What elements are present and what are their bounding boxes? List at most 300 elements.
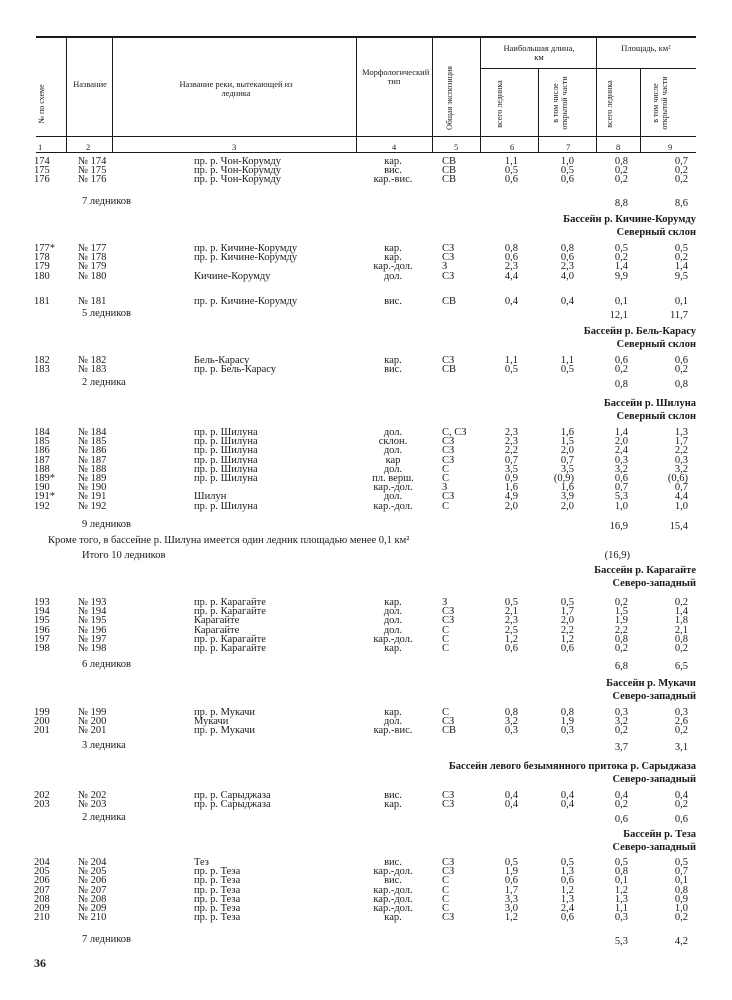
basin-slope: Северный склон [616,338,696,350]
cell-name: № 202 [78,790,107,801]
cell-number: 186 [34,445,50,457]
cell-type: дол. [383,615,403,627]
cell-area: 1,9 [614,615,628,627]
summary-label: 9 ледников [82,519,131,530]
cell-number: 192 [34,500,50,512]
cell-area: 2,0 [614,436,628,448]
cell-river: пр. р. Чон-Корумду [194,165,281,177]
cell-length: 1,1 [504,156,518,167]
table-row [0,643,732,654]
cell-length-open: 1,9 [560,716,574,728]
cell-length: 1,1 [504,355,518,366]
header-col-number: № по схеме [37,84,46,124]
cell-area: 0,2 [614,725,628,737]
cell-number: 200 [34,716,50,728]
cell-length-open: 1,0 [560,156,574,167]
cell-name: № 208 [78,893,107,905]
cell-area-open: 1,4 [674,261,688,273]
cell-name: № 176 [78,174,107,186]
header-col-area-total: всего ледника [605,80,614,128]
cell-type: дол. [383,491,403,503]
summary-label: 2 ледника [82,377,126,388]
column-number: 6 [510,142,515,152]
cell-area: 0,3 [614,912,628,924]
cell-river: пр. р. Сарыджаза [194,790,271,801]
header-col-area-open: в том числе открытой части [651,76,669,130]
basin-heading [449,761,696,786]
cell-area: 0,2 [614,364,628,376]
cell-area-open: 0,5 [674,243,688,254]
cell-exposure: СЗ [442,799,455,811]
column-number: 3 [232,142,237,152]
cell-river: пр. р. Теза [194,875,241,887]
cell-length-open: 0,6 [560,174,574,186]
cell-area-open: 0,7 [674,156,688,167]
cell-length-open: 2,4 [560,903,574,914]
cell-type: вис. [384,875,402,887]
summary-area-open: 0,6 [674,814,688,825]
cell-river: пр. р. Карагайте [194,606,266,618]
summary-area-open: 4,2 [674,936,688,947]
cell-name: № 197 [78,633,107,645]
table-row [0,174,732,185]
cell-type: кар. [384,597,402,608]
cell-exposure: З [442,597,448,608]
cell-area: 1,2 [614,884,628,896]
cell-area-open: 0,3 [674,707,688,718]
cell-river: пр. р. Теза [194,893,241,905]
cell-type: кар.-дол. [373,884,413,896]
table-row [0,799,732,810]
cell-area: 0,2 [614,252,628,264]
cell-type: кар. [384,243,402,254]
summary-area-open: 0,8 [674,379,688,390]
cell-type: кар. [384,912,402,924]
cell-length-open: 1,7 [560,606,574,618]
cell-river: пр. р. Мукачи [194,707,256,718]
cell-area-open: 1,3 [674,427,688,438]
cell-exposure: СЗ [442,243,455,254]
cell-length: 2,5 [504,624,518,636]
cell-length-open: 1,6 [560,482,574,494]
cell-length-open: 4,0 [560,270,574,282]
cell-length-open: 1,2 [560,884,574,896]
cell-number: 187 [34,454,50,466]
cell-type: дол. [383,624,403,636]
summary-area-open: 6,5 [674,661,688,672]
cell-name: № 174 [78,156,107,167]
column-number: 2 [86,142,91,152]
cell-length-open: 1,3 [560,866,574,878]
cell-river: пр. р. Шилуна [194,436,258,448]
column-number: 4 [392,142,397,152]
summary-area: 0,8 [614,379,628,390]
table-row [0,725,732,736]
cell-length: 4,9 [504,491,518,503]
cell-length-open: 0,4 [560,296,574,307]
basin-heading [563,214,696,239]
cell-exposure: С [442,473,450,484]
cell-length: 0,9 [504,473,518,484]
cell-area-open: 0,1 [674,875,688,887]
cell-length: 0,5 [504,597,518,608]
cell-area-open: 0,2 [674,725,688,737]
cell-exposure: СЗ [442,355,455,366]
cell-name: № 177 [78,243,107,254]
cell-number: 195 [34,615,50,627]
table-row [0,296,732,307]
cell-name: № 183 [78,364,107,376]
cell-area-open: 0,2 [674,252,688,264]
cell-type: вис. [384,857,402,868]
cell-area-open: 0,2 [674,799,688,811]
cell-type: кар.-дол. [373,903,413,914]
cell-length: 0,6 [504,174,518,186]
header-group-area: Площадь, км² [621,43,671,53]
cell-name: № 201 [78,725,107,737]
cell-river: пр. р. Теза [194,884,241,896]
cell-number: 177* [34,243,55,254]
cell-exposure: СЗ [442,716,455,728]
cell-type: дол. [383,445,403,457]
basin-slope: Северо-западный [612,690,696,702]
cell-length: 1,6 [504,482,518,494]
cell-name: № 200 [78,716,107,728]
cell-type: вис. [384,165,402,177]
summary-label: 7 ледников [82,196,131,207]
basin-heading [612,829,696,854]
cell-river: Кичине-Корумду [194,270,271,282]
cell-river: Бель-Карасу [194,355,250,366]
basin-title: Бассейн левого безымянного притока р. Сарыджаза [448,761,696,772]
cell-number: 176 [34,174,50,186]
cell-length: 2,0 [504,500,518,512]
cell-area-open: 0,8 [674,633,688,645]
cell-number: 201 [34,725,50,737]
cell-river: пр. р. Бель-Карасу [194,364,277,376]
cell-number: 188 [34,463,50,475]
cell-name: № 193 [78,597,107,608]
cell-area-open: 0,2 [674,912,688,924]
cell-exposure: СВ [442,364,457,376]
cell-river: пр. р. Карагайте [194,597,266,608]
column-number: 7 [566,142,571,152]
cell-length-open: 0,6 [560,875,574,887]
cell-length-open: 2,0 [560,500,574,512]
cell-length-open: 0,3 [560,725,574,737]
cell-length: 0,8 [504,707,518,718]
cell-exposure: СВ [442,165,457,177]
cell-exposure: С [442,875,450,887]
cell-river: пр. р. Теза [194,866,241,878]
cell-river: пр. р. Мукачи [194,725,256,737]
cell-river: пр. р. Теза [194,903,241,914]
summary-label: 5 ледников [82,308,131,319]
footnote-remark: Кроме того, в бассейне р. Шилуна имеется один ледник площадью менее 0,1 км² [48,535,410,546]
cell-area-open: 0,3 [674,454,688,466]
cell-area: 0,8 [614,633,628,645]
cell-length: 2,3 [504,615,518,627]
cell-area-open: 0,2 [674,165,688,177]
cell-number: 205 [34,866,50,878]
cell-exposure: СЗ [442,270,455,282]
column-number: 8 [616,142,621,152]
total-label: Итого 10 ледников [82,550,166,561]
cell-number: 209 [34,903,50,914]
cell-type: кар. [384,707,402,718]
cell-area-open: 1,0 [674,500,688,512]
cell-length: 3,0 [504,903,518,914]
cell-name: № 210 [78,912,107,924]
cell-type: дол. [383,463,403,475]
summary-area: 6,8 [614,661,628,672]
cell-number: 184 [34,427,50,438]
cell-length: 2,3 [504,261,518,273]
cell-type: кар. [384,252,402,264]
cell-river: пр. р. Сарыджаза [194,799,271,811]
cell-river: пр. р. Шилуна [194,500,258,512]
cell-type: вис. [384,296,402,307]
cell-length-open: 0,8 [560,243,574,254]
cell-exposure: СВ [442,156,457,167]
cell-area-open: 3,2 [674,463,688,475]
cell-exposure: С [442,643,450,654]
header-col-length-open: в том числе открытой части [551,76,569,130]
cell-name: № 181 [78,296,107,307]
cell-name: № 198 [78,643,107,654]
cell-exposure: СЗ [442,491,455,503]
total-area: (16,9) [604,550,630,561]
cell-exposure: СВ [442,296,457,307]
summary-area: 3,7 [614,742,628,753]
cell-area-open: 0,9 [674,893,688,905]
cell-length-open: 0,5 [560,364,574,376]
cell-length: 0,5 [504,364,518,376]
header-group-length: Наибольшая длина, км [503,43,575,62]
cell-name: № 184 [78,427,107,438]
cell-name: № 175 [78,165,107,177]
cell-name: № 203 [78,799,107,811]
summary-area: 0,6 [614,814,628,825]
cell-number: 181 [34,296,50,307]
cell-length: 0,5 [504,857,518,868]
cell-river: пр. р. Шилуна [194,445,258,457]
cell-type: вис. [384,364,402,376]
cell-length-open: 1,1 [560,355,574,366]
cell-type: дол. [383,606,403,618]
cell-area-open: 0,2 [674,364,688,376]
cell-number: 197 [34,633,50,645]
cell-exposure: З [442,261,448,273]
summary-area: 16,9 [609,521,628,532]
cell-type: дол. [383,716,403,728]
cell-area-open: 0,4 [674,790,688,801]
cell-number: 196 [34,624,50,636]
cell-exposure: С [442,624,450,636]
cell-length: 2,1 [504,606,518,618]
cell-exposure: СЗ [442,445,455,457]
cell-exposure: СЗ [442,454,455,466]
cell-area: 0,4 [614,790,628,801]
cell-type: кар. [384,156,402,167]
cell-length: 2,3 [504,427,518,438]
cell-river: пр. р. Кичине-Корумду [194,243,298,254]
cell-type: кар.-дол. [373,893,413,905]
summary-label: 2 ледника [82,812,126,823]
basin-slope: Северный склон [616,410,696,422]
cell-length-open: 0,7 [560,454,574,466]
basin-slope: Северо-западный [612,841,696,853]
cell-length-open: 0,6 [560,912,574,924]
cell-exposure: С [442,884,450,896]
table-row [0,271,732,282]
cell-length-open: 1,2 [560,633,574,645]
cell-number: 190 [34,482,50,494]
cell-type: кар. [384,799,402,811]
cell-area-open: 1,0 [674,903,688,914]
cell-name: № 189 [78,473,107,484]
cell-river: пр. р. Карагайте [194,643,266,654]
basin-title: Бассейн р. Теза [623,829,696,840]
header-col-exposure: Общая экспозиция [445,66,454,130]
cell-exposure: С [442,463,450,475]
cell-length-open: (0,9) [553,473,574,484]
cell-length-open: 3,9 [560,491,574,503]
cell-length: 2,3 [504,436,518,448]
basin-title: Бассейн р. Шилуна [603,398,696,409]
cell-exposure: СЗ [442,790,455,801]
basin-heading [594,565,696,590]
cell-type: кар.-дол. [373,482,413,494]
cell-area-open: 0,2 [674,643,688,654]
cell-area: 1,5 [614,606,628,618]
cell-area: 0,5 [614,857,628,868]
cell-name: № 187 [78,454,107,466]
cell-number: 180 [34,270,50,282]
cell-number: 182 [34,355,50,366]
cell-name: № 178 [78,252,107,264]
cell-length: 1,7 [504,884,518,896]
cell-type: дол. [383,270,403,282]
cell-length: 1,9 [504,866,518,878]
cell-number: 174 [34,156,50,167]
cell-number: 204 [34,857,50,868]
cell-area: 1,4 [614,261,628,273]
header-col-length-total: всего ледника [495,80,504,128]
cell-river: пр. р. Шилуна [194,473,258,484]
cell-length: 1,2 [504,633,518,645]
cell-name: № 190 [78,482,107,494]
table-row [0,364,732,375]
cell-river: Мукачи [194,716,229,728]
summary-area: 12,1 [609,310,628,321]
cell-area-open: 0,2 [674,174,688,186]
cell-area: 2,4 [614,445,628,457]
cell-exposure: СВ [442,174,457,186]
cell-type: кар.-дол. [373,633,413,645]
basin-title: Бассейн р. Мукачи [606,678,696,689]
header-col-river: Название реки, вытекающей из ледника [179,79,293,98]
cell-exposure: С [442,633,450,645]
cell-length-open: 0,5 [560,165,574,177]
cell-area: 1,0 [614,500,628,512]
cell-exposure: С, СЗ [442,427,467,438]
cell-length-open: 0,4 [560,799,574,811]
cell-area-open: 0,7 [674,866,688,878]
cell-river: пр. р. Шилуна [194,427,258,438]
cell-length-open: 2,3 [560,261,574,273]
basin-slope: Северо-западный [612,773,696,785]
basin-heading [584,326,696,351]
cell-area-open: 1,7 [674,436,688,448]
cell-type: вис. [384,790,402,801]
cell-river: Тез [194,857,209,868]
cell-length-open: 0,8 [560,707,574,718]
cell-area-open: 2,2 [674,445,688,457]
cell-area: 0,8 [614,866,628,878]
cell-exposure: СЗ [442,912,455,924]
cell-name: № 199 [78,707,107,718]
cell-number: 207 [34,884,50,896]
basin-title: Бассейн р. Карагайте [594,565,696,576]
cell-area: 0,5 [614,243,628,254]
cell-number: 198 [34,643,50,654]
column-number: 9 [668,142,673,152]
cell-exposure: С [442,893,450,905]
cell-exposure: З [442,482,448,494]
cell-length-open: 3,5 [560,463,574,475]
cell-area-open: 9,5 [674,270,688,282]
summary-label: 3 ледника [82,740,126,751]
cell-length-open: 0,6 [560,252,574,264]
cell-exposure: С [442,707,450,718]
cell-type: склон. [378,436,408,448]
cell-river: пр. р. Теза [194,912,241,924]
cell-area-open: 1,8 [674,615,688,627]
cell-number: 194 [34,606,50,618]
cell-name: № 186 [78,445,107,457]
cell-area: 2,2 [614,624,628,636]
table-row [0,912,732,923]
cell-type: кар.-дол. [373,866,413,878]
summary-area: 5,3 [614,936,628,947]
column-number: 1 [38,142,43,152]
cell-area-open: 2,1 [674,624,688,636]
cell-area-open: 0,6 [674,355,688,366]
cell-name: № 194 [78,606,107,618]
cell-name: № 180 [78,270,107,282]
cell-type: кар.-дол. [373,261,413,273]
cell-length-open: 2,0 [560,615,574,627]
cell-number: 175 [34,165,50,177]
cell-length: 0,7 [504,454,518,466]
cell-length-open: 2,0 [560,445,574,457]
cell-length-open: 2,2 [560,624,574,636]
cell-name: № 206 [78,875,107,887]
cell-river: пр. р. Кичине-Корумду [194,296,298,307]
cell-length: 3,2 [504,716,518,728]
cell-area-open: 0,5 [674,857,688,868]
cell-exposure: СЗ [442,606,455,618]
cell-type: кар. [384,355,402,366]
summary-label: 7 ледников [82,934,131,945]
cell-length-open: 0,5 [560,857,574,868]
cell-river: пр. р. Карагайте [194,633,266,645]
cell-length-open: 0,6 [560,643,574,654]
cell-area: 3,2 [614,463,628,475]
cell-exposure: СЗ [442,615,455,627]
cell-name: № 191 [78,491,107,503]
